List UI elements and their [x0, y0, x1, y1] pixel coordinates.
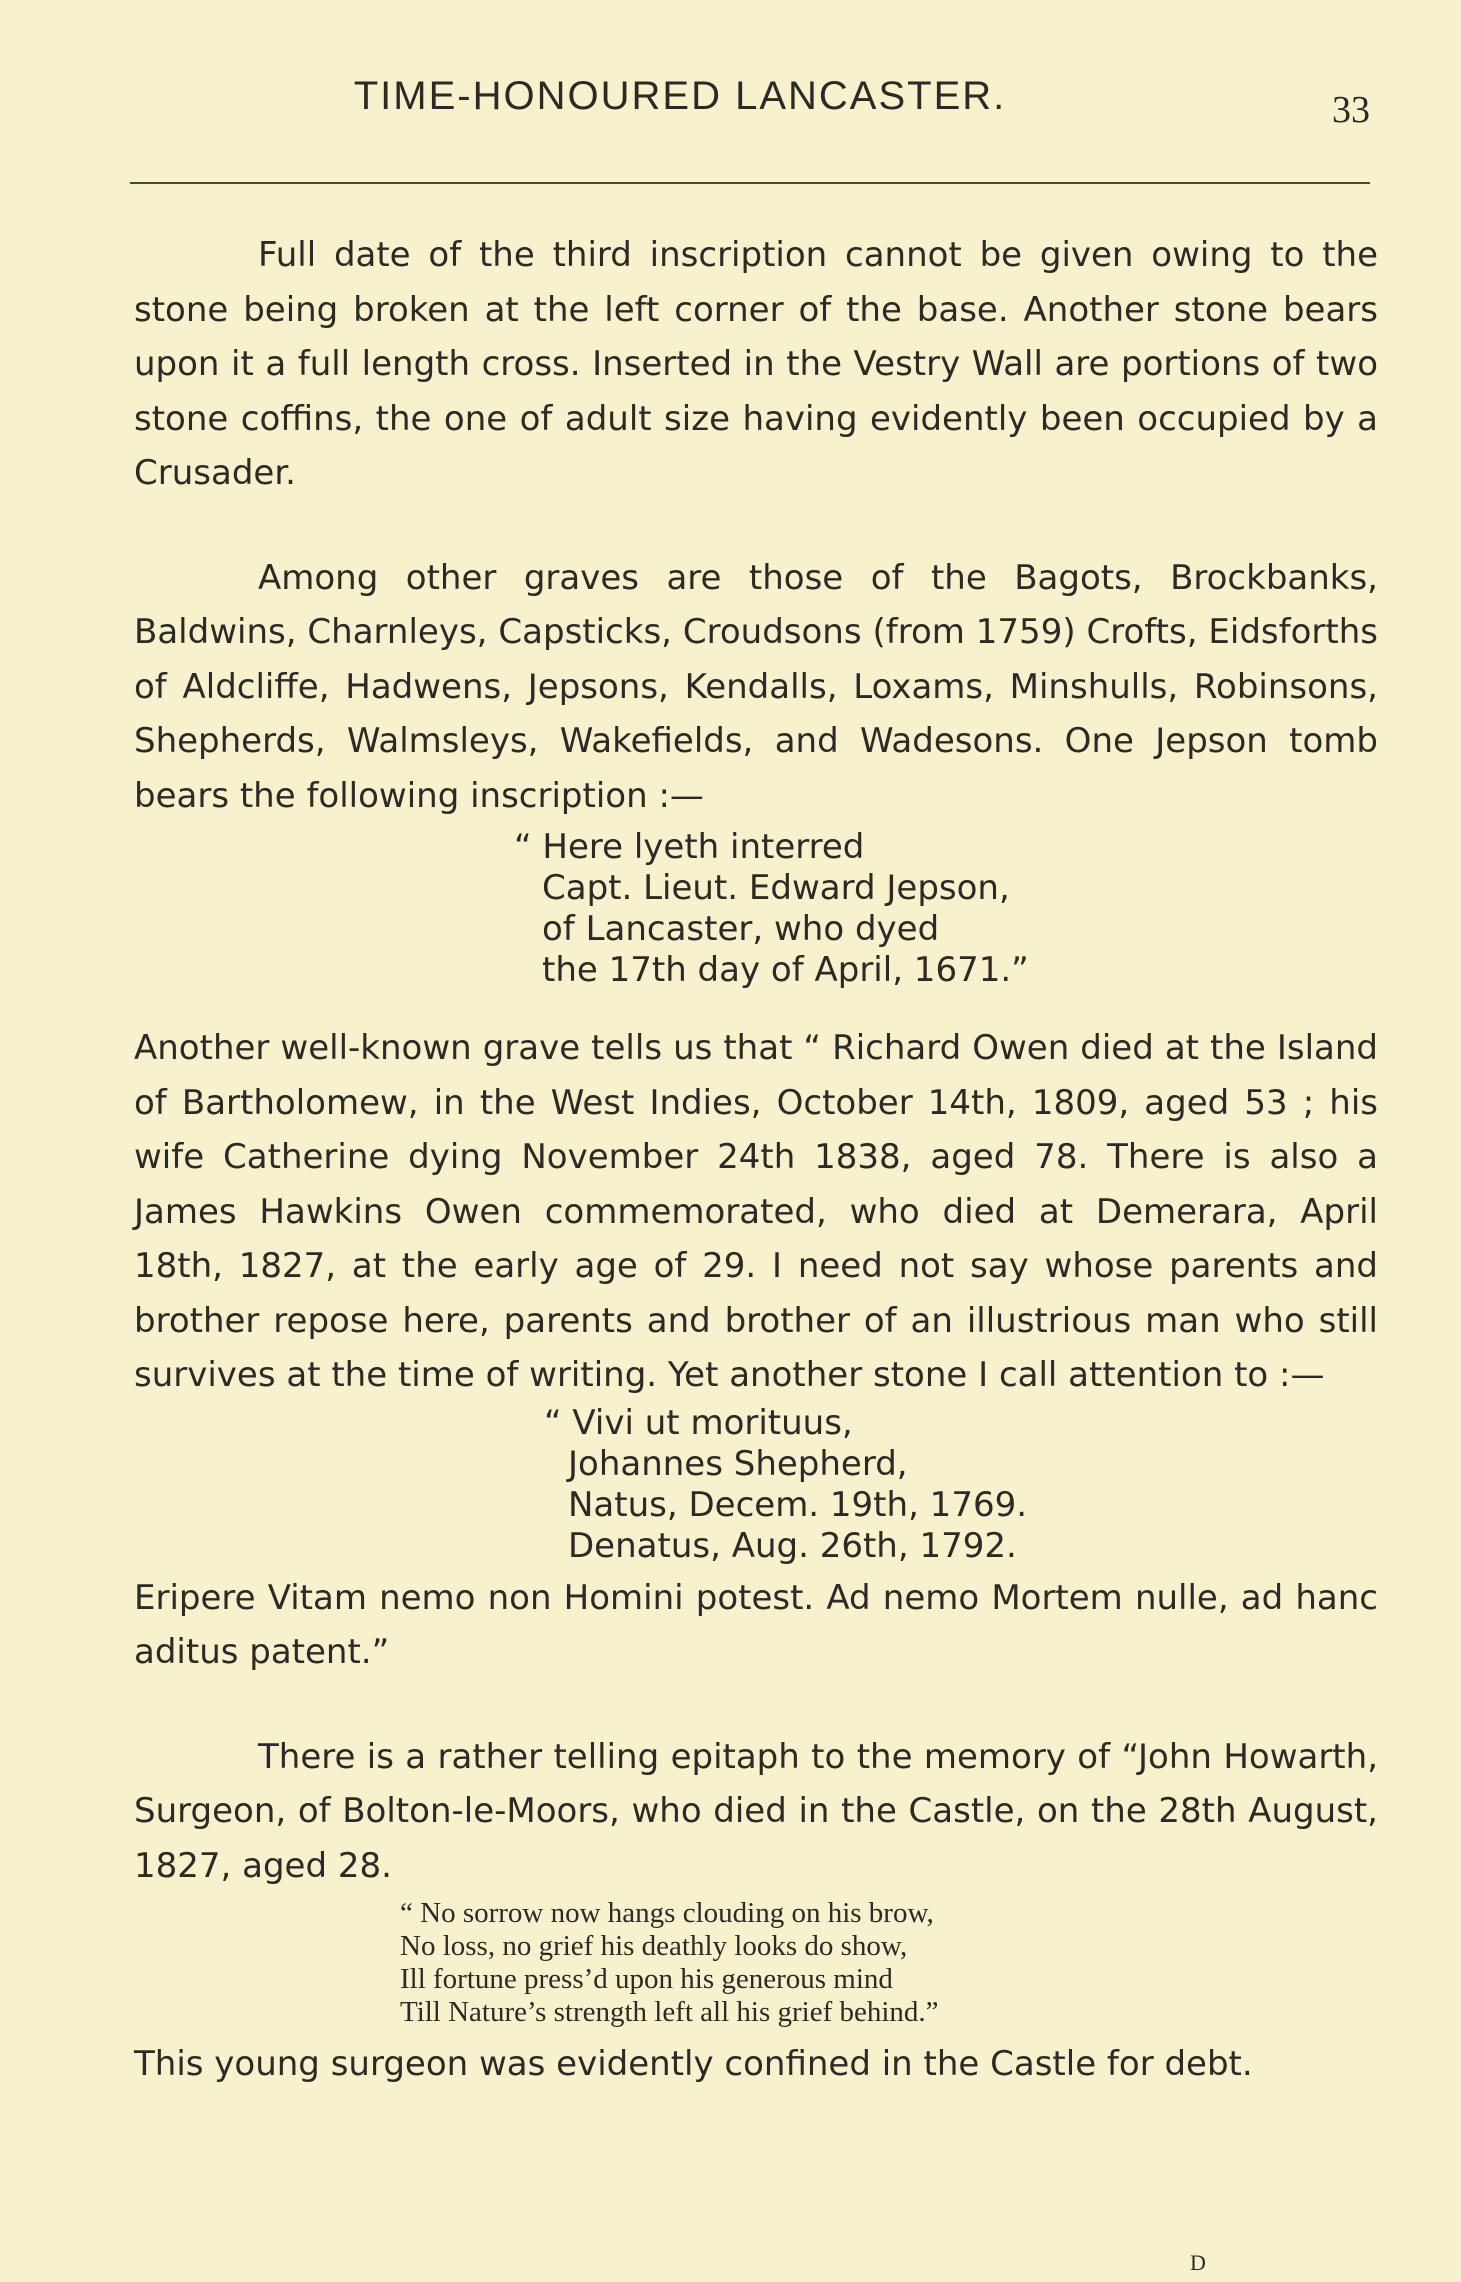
jepson-inscription: [514, 827, 1378, 991]
epitaph-line: Ill fortune press’d upon his generous mind: [400, 1963, 893, 1995]
paragraph-third-inscription: Full date of the third inscription cannot be given owing to the stone being broken at the left corner of the base. Another stone bears upon it a full length cross. Inserted in the Vestry Wall are portions of two stone coffins, the one of adult size having evidently been occupied by a Crusader.: [134, 235, 1378, 493]
paragraph-other-graves: Among other graves are those of the Bagots, Brockbanks, Baldwins, Charnleys, Capsticks, Croudsons (from 1759) Crofts, Eidsforths of Aldcliffe, Hadwens, Jepsons, Kendalls, Loxams, Minshulls, Robinsons, Shepherds, Walmsleys, Wakefields, and Wadesons. One Jepson tomb bears the following inscription :—: [134, 557, 1378, 816]
running-title: TIME-HONOURED LANCASTER.: [353, 74, 1007, 118]
paragraph-richard-owen: Another well-known grave tells us that “ Richard Owen died at the Island of Bartholomew, in the West Indies, October 14th, 1809, aged 53 ; his wife Catherine dying November 24th 1838, aged 78. There is also a James Hawkins Owen commemorated, who died at Demerara, April 18th, 1827, at the early age of 29. I need not say whose parents and brother repose here, parents and brother of an illustrious man who still survives at the time of writing. Yet another stone I call attention to :—: [134, 1028, 1378, 1395]
epitaph-line: No loss, no grief his deathly looks do show,: [400, 1930, 908, 1962]
inscription-line: the 17th day of April, 1671.”: [542, 950, 1029, 990]
page-body: [134, 228, 1378, 2092]
inscription-line: Capt. Lieut. Edward Jepson,: [542, 868, 1010, 908]
inscription-line: Natus, Decem. 19th, 1769.: [568, 1484, 1028, 1525]
inscription-line: Johannes Shepherd,: [568, 1443, 908, 1484]
inscription-line: “ Vivi ut morituus,: [544, 1402, 853, 1443]
paragraph-debt: This young surgeon was evidently confined in the Castle for debt.: [134, 2044, 1253, 2084]
epitaph-line: “ No sorrow now hangs clouding on his brow,: [400, 1897, 934, 1929]
paragraph-latin-motto: Eripere Vitam nemo non Homini potest. Ad nemo Mortem nulle, ad hanc aditus patent.”: [134, 1577, 1378, 1672]
inscription-line: Denatus, Aug. 26th, 1792.: [568, 1525, 1017, 1566]
epitaph-line: Till Nature’s strength left all his grief behind.”: [400, 1996, 939, 2028]
header-rule: [130, 182, 1370, 184]
shepherd-inscription: [544, 1403, 1378, 1567]
page-header: [130, 74, 1370, 134]
paragraph-howarth: There is a rather telling epitaph to the memory of “John Howarth, Surgeon, of Bolton-le-Moors, who died in the Castle, on the 28th August, 1827, aged 28.: [134, 1736, 1378, 1886]
inscription-line: “ Here lyeth interred: [514, 827, 865, 867]
inscription-line: of Lancaster, who dyed: [542, 909, 940, 949]
howarth-epitaph: [400, 1897, 1378, 2029]
signature-mark: D: [1190, 2250, 1207, 2275]
page-number: 33: [1332, 89, 1370, 131]
